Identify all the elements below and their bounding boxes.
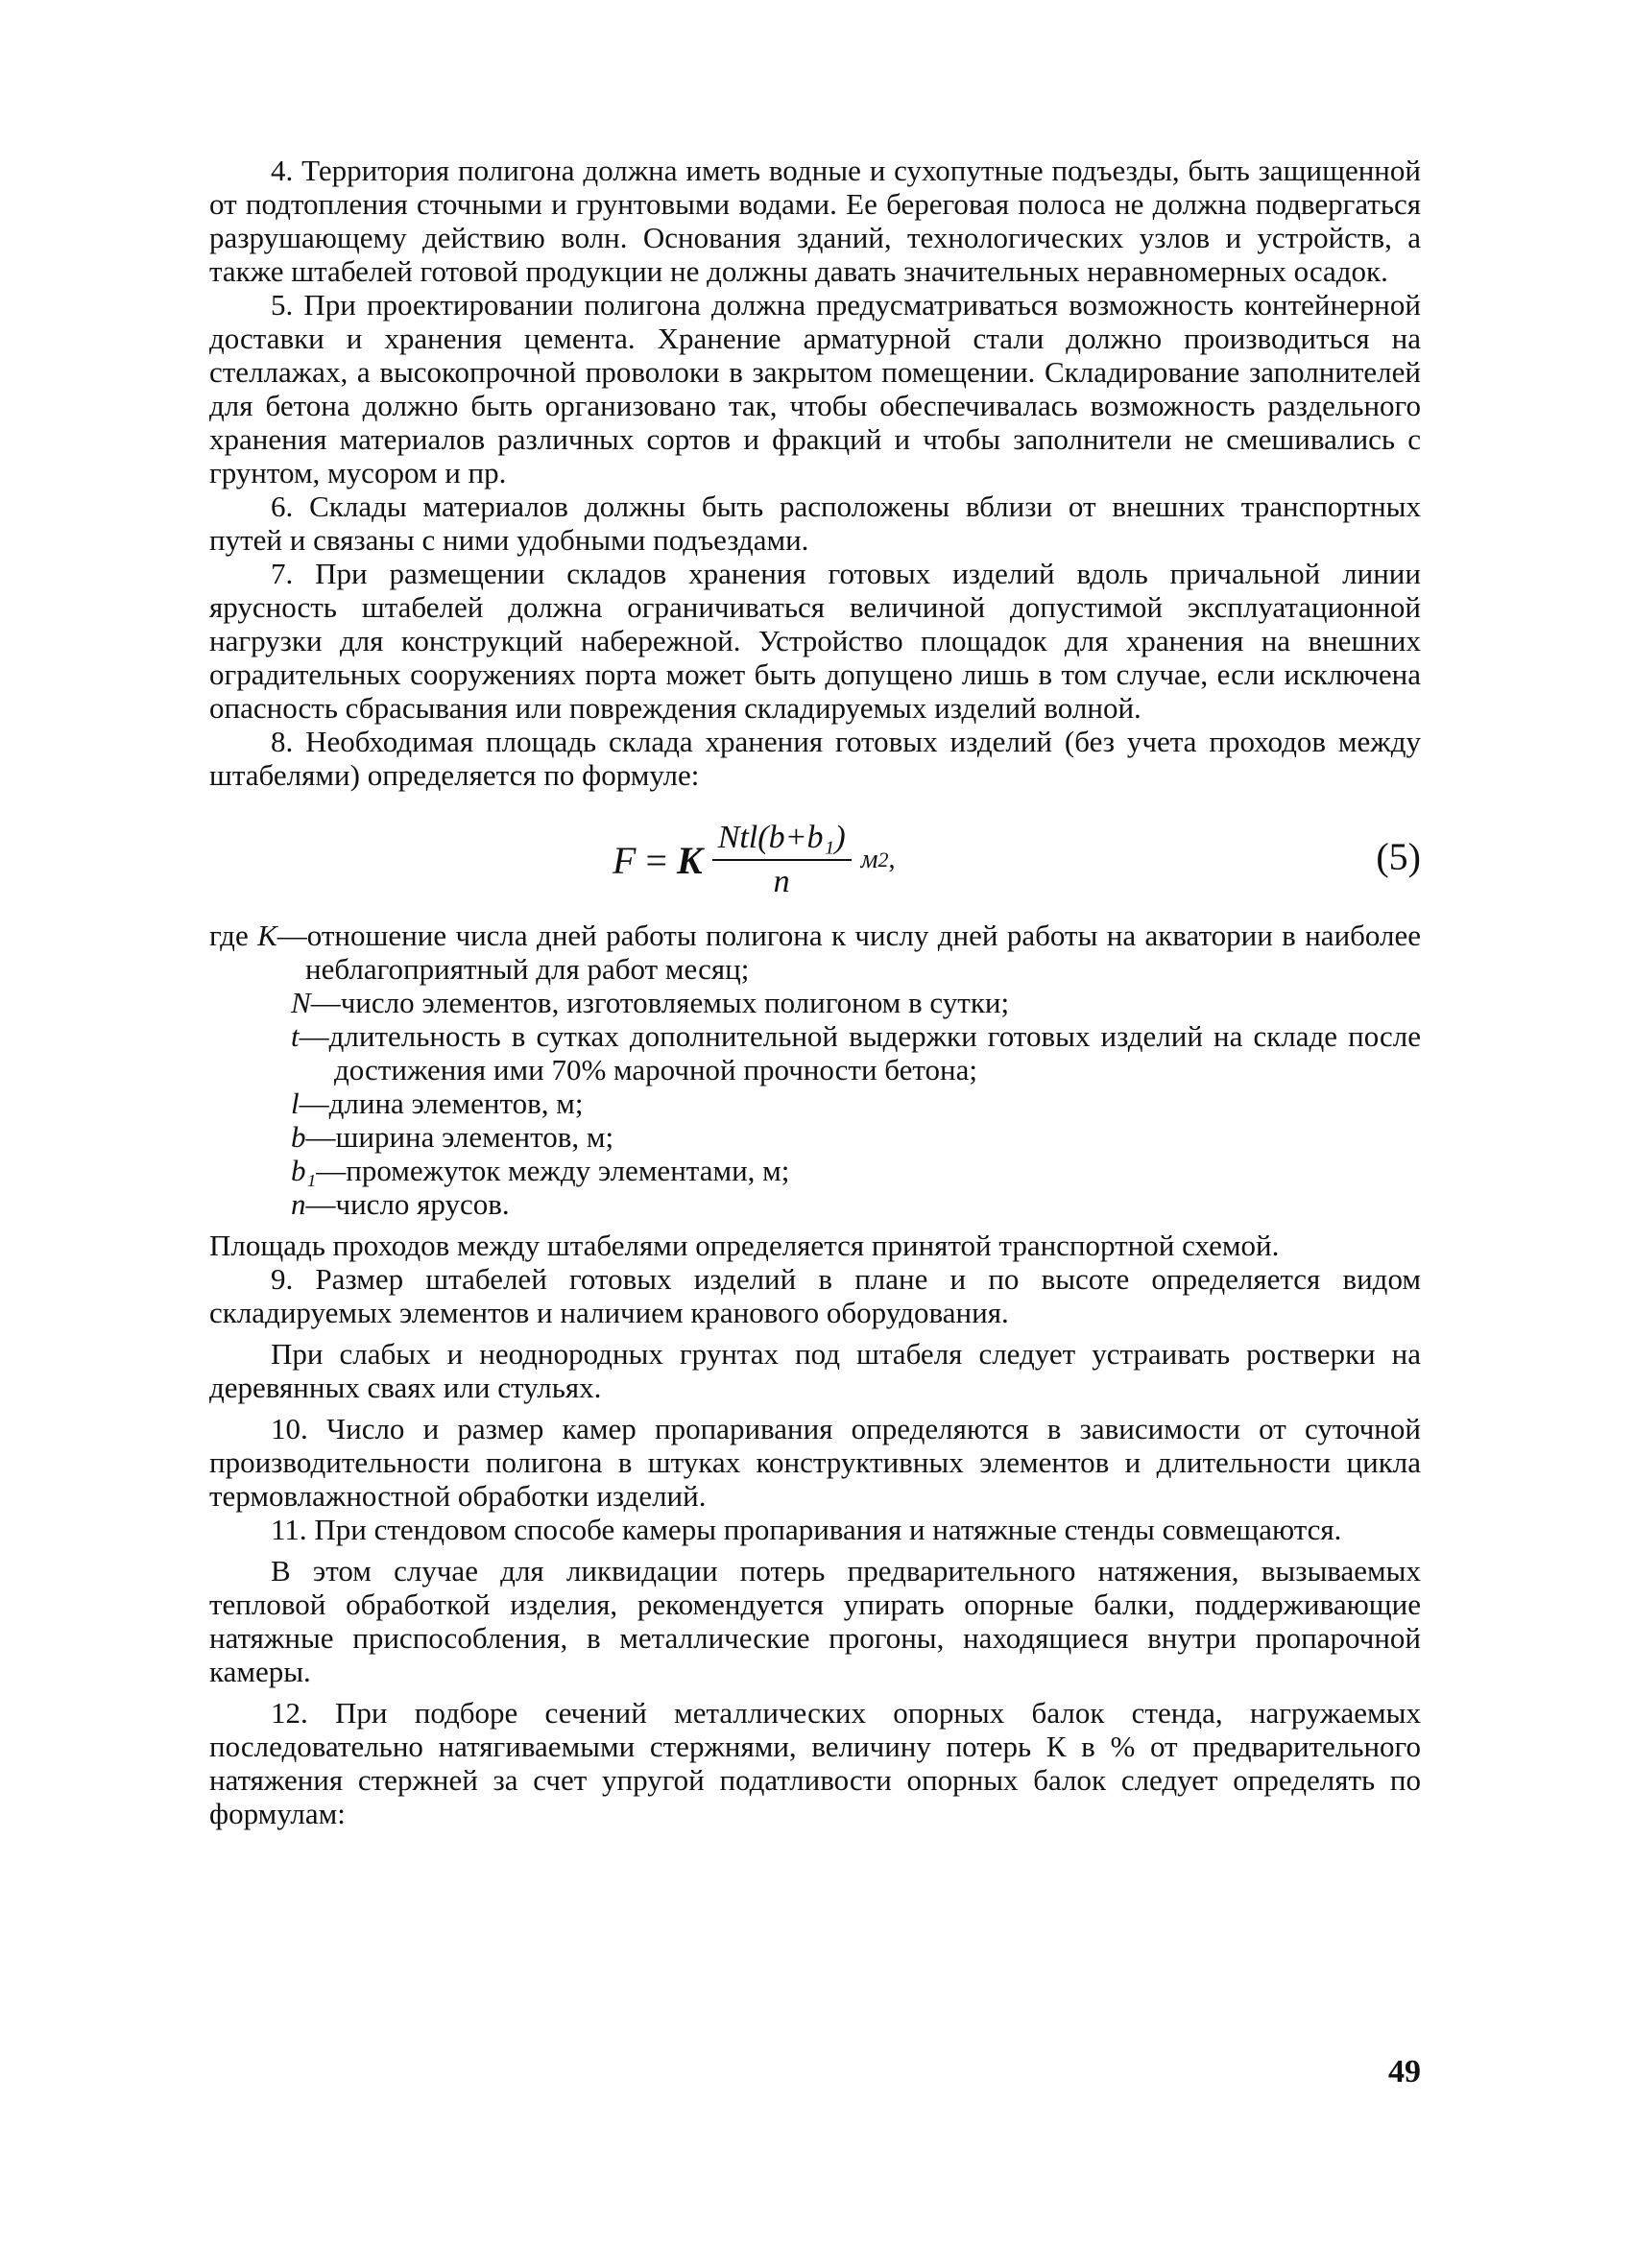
definition-text: —длительность в сутках дополнительной выдержки готовых изделий на складе после достижения ими 70% марочной прочности бетона; <box>299 1019 1421 1086</box>
definition-item <box>209 986 1421 1019</box>
formula-fraction <box>712 819 852 901</box>
formula-unit: м <box>860 845 878 874</box>
formula-equals: = <box>645 838 667 882</box>
definition-var: b <box>291 1120 306 1154</box>
definition-text: —число элементов, изготовляемых полигоном в сутки; <box>310 986 1010 1019</box>
formula-numerator: Ntl(b+b₁) <box>712 819 852 861</box>
definition-item <box>209 919 1421 986</box>
definition-item <box>209 1120 1421 1154</box>
definition-item <box>209 1019 1421 1086</box>
definition-var: l <box>291 1086 300 1120</box>
definition-var: N <box>291 986 311 1019</box>
definition-var: n <box>291 1187 306 1221</box>
paragraph-6: 6. Склады материалов должны быть расположены вблизи от внешних транспортных путей и связаны с ними удобными подъездами. <box>209 489 1421 557</box>
formula-coefficient: K <box>677 838 703 882</box>
paragraph-4: 4. Территория полигона должна иметь водные и сухопутные подъезды, быть защищенной от подтопления сточными и грунтовыми водами. Ее береговая полоса не должна подвергаться разрушающему действию волн. Основания зданий, технологических узлов и устройств, а также штабелей готовой продукции не должны давать значительных неравномерных осадок. <box>209 154 1421 288</box>
definition-item <box>209 1154 1421 1187</box>
formula-expression <box>613 819 896 901</box>
text-column <box>209 154 1421 1830</box>
formula-lhs: F <box>613 838 637 882</box>
definition-var: t <box>291 1019 300 1053</box>
definition-item <box>209 1187 1421 1221</box>
page-number: 49 <box>1388 2054 1421 2089</box>
definitions-list <box>209 919 1421 1221</box>
paragraph-8: 8. Необходимая площадь склада хранения готовых изделий (без учета проходов между штабелями) определяется по формуле: <box>209 725 1421 792</box>
paragraph-12: 12. При подборе сечений металлических опорных балок стенда, нагружаемых последовательно натягиваемыми стержнями, величину потерь К в % от предварительного натяжения стержней за счет упругой податливости опорных балок следует определять по формулам: <box>209 1696 1421 1830</box>
paragraph-passages: Площадь проходов между штабелями определяется принятой транспортной схемой. <box>209 1229 1280 1262</box>
paragraph-7: 7. При размещении складов хранения готовых изделий вдоль причальной линии ярусность штабелей должна ограничиваться величиной допустимой эксплуатационной нагрузки для конструкций набережной. Устройство площадок для хранения на внешних оградительных сооружениях порта может быть допущено лишь в том случае, если исключена опасность сбрасывания или повреждения складируемых изделий волной. <box>209 557 1421 725</box>
definition-text: —отношение числа дней работы полигона к числу дней работы на акватории в наиболее неблагоприятный для работ месяц; <box>276 919 1422 986</box>
paragraph-11b: В этом случае для ликвидации потерь предварительного натяжения, вызываемых тепловой обработкой изделия, рекомендуется упирать опорные балки, поддерживающие натяжные приспособления, в металлические прогоны, находящиеся внутри пропарочной камеры. <box>209 1554 1421 1688</box>
paragraph-5: 5. При проектировании полигона должна предусматриваться возможность контейнерной доставки и хранения цемента. Хранение арматурной стали должно производиться на стеллажах, а высокопрочной проволоки в закрытом помещении. Складирование заполнителей для бетона должно быть организовано так, чтобы обеспечивалась возможность раздельного хранения материалов различных сортов и фракций и чтобы заполнители не смешивались с грунтом, мусором и пр. <box>209 288 1421 489</box>
formula-5 <box>209 801 1421 907</box>
paragraph-9b: При слабых и неоднородных грунтах под штабеля следует устраивать ростверки на деревянных сваях или стульях. <box>209 1337 1421 1404</box>
formula-number: (5) <box>1376 835 1421 878</box>
definition-text: —промежуток между элементами, м; <box>316 1154 790 1187</box>
definition-text: —число ярусов. <box>305 1187 510 1221</box>
definition-text: —длина элементов, м; <box>299 1086 584 1120</box>
formula-unit-power: 2 <box>877 848 889 871</box>
definition-var: K <box>257 919 277 952</box>
formula-tail: , <box>888 845 896 874</box>
definition-text: —ширина элементов, м; <box>305 1120 614 1154</box>
paragraph-10: 10. Число и размер камер пропаривания определяются в зависимости от суточной производительности полигона в штуках конструктивных элементов и длительности цикла термовлажностной обработки изделий. <box>209 1412 1421 1513</box>
paragraph-9: 9. Размер штабелей готовых изделий в плане и по высоте определяется видом складируемых элементов и наличием кранового оборудования. <box>209 1262 1421 1329</box>
definition-var: b₁ <box>291 1154 317 1187</box>
definition-item <box>209 1086 1421 1120</box>
paragraph-11: 11. При стендовом способе камеры пропаривания и натяжные стенды совмещаются. <box>271 1513 1342 1546</box>
formula-denominator: n <box>773 864 790 899</box>
definitions-intro: где <box>209 919 249 952</box>
